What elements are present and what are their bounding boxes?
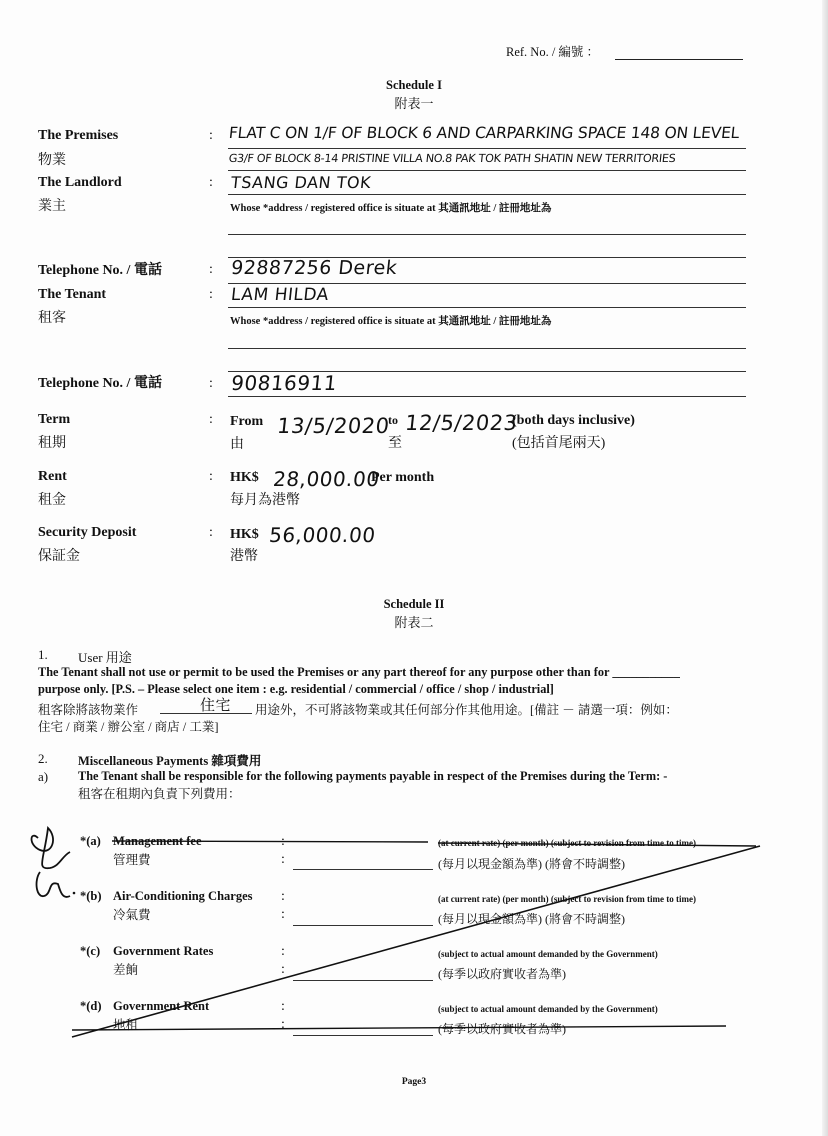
landlord-colon: :: [209, 175, 213, 190]
initials-dot: [73, 892, 76, 895]
bottom-strike-line: [72, 1026, 726, 1030]
landlord-address-note: Whose *address / registered office is situate at 其通訊地址 / 註冊地址為: [230, 203, 552, 214]
landlord-phone-label: Telephone No. / 電話: [38, 263, 162, 278]
deposit-currency-zh: 港幣: [230, 549, 258, 564]
item-a-colon2: :: [281, 852, 285, 867]
landlord-phone-value: 92887256 Derek: [230, 257, 399, 279]
premises-value-line1: FLAT C ON 1/F OF BLOCK 6 AND CARPARKING SPACE 148 ON LEVEL: [228, 124, 741, 142]
landlord-value: TSANG DAN TOK: [230, 173, 373, 192]
landlord-label: The Landlord: [38, 175, 122, 190]
rent-colon: :: [209, 469, 213, 484]
item-a-note-strike: [438, 843, 756, 846]
item-b-label: Air-Conditioning Charges: [113, 889, 253, 903]
premises-value-line2: G3/F OF BLOCK 8-14 PRISTINE VILLA NO.8 PAK TOK PATH SHATIN NEW TERRITORIES: [228, 152, 677, 165]
item-d-code: *(d): [80, 999, 102, 1013]
item-a-strike: [112, 841, 428, 842]
rent-label-zh: 租金: [38, 493, 66, 508]
schedule-2-title-zh: 附表二: [394, 615, 434, 630]
user-zh2: 住宅 / 商業 / 辦公室 / 商店 / 工業]: [38, 720, 219, 734]
user-zh1-rest: 用途外，不可將該物業或其任何部分作其他用途。[備註 － 請選一項：例如：: [255, 703, 678, 717]
item-b-label-zh: 冷氣費: [113, 908, 151, 922]
user-line1: The Tenant shall not use or permit to be used the Premises or any part thereof for any purpose other than for ___________: [38, 665, 680, 679]
item-d-note-zh: (每季以政府實收者為準): [438, 1022, 566, 1036]
tenant-phone-value: 90816911: [230, 371, 339, 395]
rent-per-month-zh: 每月為港幣: [230, 493, 300, 508]
deposit-value: 56,000.00: [268, 523, 377, 547]
term-from: From: [230, 414, 264, 429]
misc-a-zh: 租客在租期內負責下列費用：: [78, 787, 241, 801]
premises-label-zh: 物業: [38, 153, 66, 168]
term-to-zh: 至: [388, 436, 402, 451]
deposit-currency: HK$: [230, 527, 259, 542]
misc-a-text: The Tenant shall be responsible for the following payments payable in respect of the Premises during the Term: -: [78, 769, 668, 783]
item-c-colon2: :: [281, 962, 285, 977]
rent-currency: HK$: [230, 470, 259, 485]
page-number: Page3: [401, 1077, 427, 1087]
tenant-phone-label: Telephone No. / 電話: [38, 376, 162, 391]
term-to-value: 12/5/2023: [404, 411, 519, 435]
item-a-note-zh: (每月以現金額為準) (將會不時調整): [438, 857, 625, 871]
item-d-label: Government Rent: [113, 999, 210, 1013]
user-zh1-value: 住宅: [200, 696, 232, 714]
term-inclusive: (both days inclusive): [512, 413, 635, 428]
tenant-colon: :: [209, 287, 213, 302]
schedule-1-title: Schedule I: [386, 78, 442, 92]
rent-value: 28,000.00: [272, 467, 381, 491]
term-from-value: 13/5/2020: [276, 414, 391, 438]
item-a-code: *(a): [80, 834, 101, 848]
diagonal-strike-line: [72, 846, 760, 1037]
deposit-label-zh: 保証金: [38, 549, 80, 564]
item-b-colon1: :: [281, 889, 285, 904]
premises-label: The Premises: [38, 128, 119, 143]
item-c-note-zh: (每季以政府實收者為準): [438, 967, 566, 981]
item-b-note: (at current rate) (per month) (subject to revision from time to time): [438, 894, 697, 904]
ref-no-label: Ref. No. / 編號 ：: [506, 45, 600, 59]
item-c-label-zh: 差餉: [113, 963, 139, 977]
user-zh1: 租客除將該物業作: [38, 703, 139, 717]
tenant-label-zh: 租客: [38, 311, 66, 326]
rent-per-month: Per month: [371, 470, 435, 485]
item-b-code: *(b): [80, 889, 102, 903]
initials-signature-2: [37, 872, 70, 897]
item-b-note-zh: (每月以現金額為準) (將會不時調整): [438, 912, 625, 926]
item-c-code: *(c): [80, 944, 101, 958]
item-c-colon1: :: [281, 944, 285, 959]
landlord-label-zh: 業主: [38, 199, 66, 214]
item-d-note: (subject to actual amount demanded by the Government): [438, 1004, 658, 1014]
item-d-colon1: :: [281, 999, 285, 1014]
item-c-note: (subject to actual amount demanded by the Government): [438, 949, 658, 959]
item-a-label-zh: 管理費: [113, 853, 151, 867]
term-inclusive-zh: (包括首尾兩天): [512, 436, 606, 451]
item-d-colon2: :: [281, 1017, 285, 1032]
item-a-note: (at current rate) (per month) (subject to revision from time to time): [438, 838, 697, 848]
tenant-address-note: Whose *address / registered office is situate at 其通訊地址 / 註冊地址為: [230, 316, 552, 327]
tenant-phone-colon: :: [209, 376, 213, 391]
user-line2: purpose only. [P.S. – Please select one item : e.g. residential / commercial / office / shop / industrial]: [38, 682, 554, 696]
premises-colon: :: [209, 128, 213, 143]
misc-a: a): [38, 769, 49, 784]
schedule-1-title-zh: 附表一: [394, 96, 434, 111]
rent-label: Rent: [38, 469, 67, 484]
tenant-value: LAM HILDA: [230, 285, 330, 305]
item-a-label: Management fee: [113, 834, 202, 848]
deposit-label: Security Deposit: [38, 525, 137, 540]
term-colon: :: [209, 412, 213, 427]
term-label-zh: 租期: [38, 436, 66, 451]
item-a-colon1: :: [281, 834, 285, 849]
item-b-colon2: :: [281, 907, 285, 922]
term-to: to: [388, 413, 398, 427]
term-label: Term: [38, 412, 71, 427]
landlord-phone-colon: :: [209, 262, 213, 277]
tenant-label: The Tenant: [38, 287, 107, 302]
user-heading: User 用途: [78, 650, 132, 665]
term-from-zh: 由: [230, 437, 244, 452]
item-c-label: Government Rates: [113, 944, 214, 958]
schedule-2-title: Schedule II: [383, 597, 445, 611]
misc-num: 2.: [38, 751, 48, 766]
initials-signature: [32, 828, 71, 868]
item-d-label-zh: 地租: [113, 1018, 139, 1032]
deposit-colon: :: [209, 525, 213, 540]
misc-heading: Miscellaneous Payments 雜項費用: [78, 754, 262, 768]
user-num: 1.: [38, 647, 48, 662]
